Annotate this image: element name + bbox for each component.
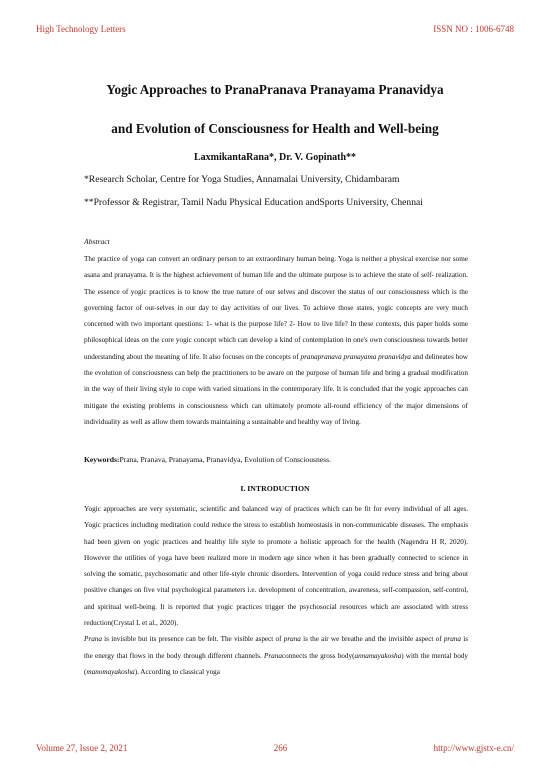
intro-part: is the air we breathe and the invisible aspect of: [300, 635, 444, 644]
authors: LaxmikantaRana*, Dr. V. Gopinath**: [193, 152, 357, 163]
abstract-label: Abstract: [84, 237, 110, 246]
paper-title-line1: Yogic Approaches to PranaPranava Pranayama Pranavidya: [106, 82, 444, 97]
intro-paragraph-1: Yogic approaches are very systematic, scientific and balanced way of practices which can be fit for every individual of all ages. Yogic practices including meditation could reduce the stress to establish homeostasis in non-communicable diseases. The emphasis had been given on yogic practices and healthy life style to promote a holistic approach for the health (Nagendra H R, 2020). However the utilities of yoga have been realized more in modern age since when it has been gradually connected to science in solving the somatic, psychosomatic and other life-style chronic disorders. Intervention of yoga could reduce stress and bring about positive changes on five vital psychological parameters i.e. development of concentration, awareness, self-compassion, self-control, and spiritual well-being. It is reported that yogic practices trigger the psychosocial resources which are associated with stress reduction(Crystal L et al., 2020).: [84, 505, 468, 628]
intro-part: ) with the mental body (: [84, 651, 468, 676]
issn: ISSN NO : 1006-6748: [433, 24, 514, 34]
page-number: 266: [273, 743, 288, 753]
page-header: [36, 24, 514, 34]
intro-part: connects the gross body(: [281, 651, 355, 660]
section-heading: I. INTRODUCTION: [240, 484, 310, 493]
abstract-text-part: and delineates how the evolution of consciousness can help the practitioners to be aware on the purpose of human life and bring a gradual modification in the way of their living style to cope with varied situations in the contemporary life. It is concluded that the yogic approaches can mitigate the existing problems in consciousness which can ultimately promote all-round efficiency of the major dimensions of individuality as well as allow them towards maintaining a sustainable and healthy way of living.: [84, 352, 468, 426]
intro-italic: Prana: [263, 651, 282, 660]
abstract-text-italic: pranapranava pranayama pranavidya: [300, 352, 411, 361]
intro-part: is the energy that flows in the body through different channels.: [84, 635, 469, 660]
keywords-text: Prana, Pranava, Pranayama, Pranavidya, Evolution of Consciousness.: [119, 455, 331, 464]
abstract-text: [84, 251, 468, 430]
affiliation-2: **Professor & Registrar, Tamil Nadu Physical Education andSports University, Chennai: [84, 197, 423, 208]
intro-italic: prana: [443, 635, 461, 644]
journal-name: High Technology Letters: [36, 24, 126, 34]
keywords: [84, 455, 468, 464]
intro-part: is invisible but its presence can be felt. The visible aspect of: [101, 635, 284, 644]
keywords-label: Keywords:: [84, 455, 120, 464]
intro-text: [84, 501, 468, 680]
intro-italic: prana: [283, 635, 301, 644]
intro-italic: annamayakosha: [354, 651, 402, 660]
page-footer: [36, 743, 514, 753]
volume-issue: Volume 27, Issue 2, 2021: [36, 743, 128, 753]
abstract-text-part: The practice of yoga can convert an ordinary person to an extraordinary human being. Yoga is neither a physical exercise nor some asana and pranayama. It is the highest achievement of human life and the ultimate purpose is to achieve the state of self- realization. The essence of yogic practices is to know the true nature of our selves and discover the status of our consciousness which is the governing factor of our-selves in our day to day activities of our lives. To achieve those states, yogic concepts are very much concerned with two important questions: 1- what is the purpose life? 2- How to live life? In these contexts, this paper holds some philosophical ideas on the core yogic concept which can develop a kind of contemplation in one's own consciousness towards better understanding about the meaning of life. It also focuses on the concepts of: [84, 255, 468, 361]
paper-title-line2: and Evolution of Consciousness for Health and Well-being: [111, 121, 439, 136]
intro-part: ). According to classical yoga: [134, 667, 220, 676]
intro-italic: manomayakosha: [86, 667, 135, 676]
journal-url[interactable]: http://www.gjstx-e.cn/: [433, 743, 514, 753]
intro-italic: Prana: [84, 635, 102, 644]
affiliation-1: *Research Scholar, Centre for Yoga Studies, Annamalai University, Chidambaram: [84, 174, 400, 185]
